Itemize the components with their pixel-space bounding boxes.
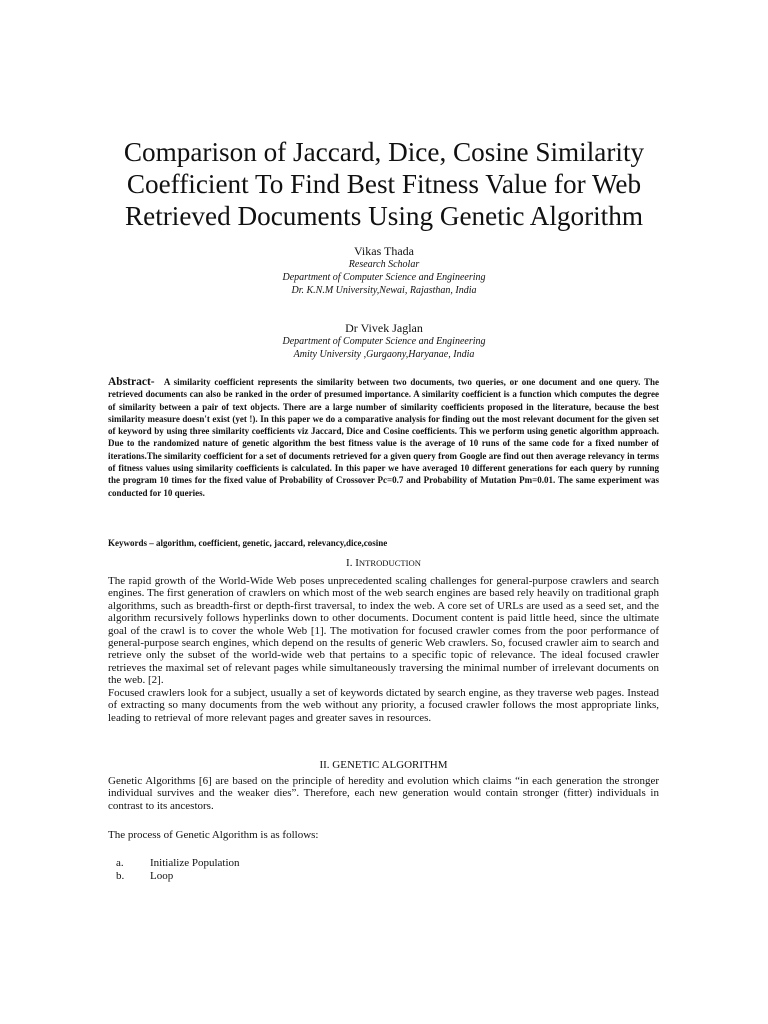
author-affiliation-line: Department of Computer Science and Engineering [282,336,486,347]
author-affiliation-line: Amity University ,Gurgaony,Haryanae, India [293,349,475,360]
section-title-initial: I [355,557,359,569]
author-affiliation-line: Department of Computer Science and Engineering [282,272,486,283]
author-affiliation-line: Research Scholar [348,259,420,270]
section-heading-genetic-algorithm: II. GENETIC ALGORITHM [319,759,448,771]
author-block-1 [184,244,584,297]
author-name: Vikas Thada [353,244,415,258]
list-marker: a. [116,857,124,869]
abstract-text: A similarity coefficient represents the similarity between two documents, two queries, or one document and one query. The retrieved documents can also be ranked in the order of presumed importance. A similarity coefficient is a function which computes the degree of similarity between a pair of text objects. There are a large number of similarity coefficients proposed in the literature, because the best similarity measure doesn't exist (yet !). In this paper we do a comparative analysis for finding out the most relevant document for the given set of keyword by using three similarity coefficients viz Jaccard, Dice and Cosine coefficients. This we perform using genetic algorithm approach. Due to the randomized nature of genetic algorithm the best fitness value is the average of 10 runs of the same code for a fixed number of iterations.The similarity coefficient for a set of documents retrieved for a given query from Google are find out then average relevancy in terms of fitness values using similarity coefficients is calculated. In this paper we have averaged 10 different generations for each query by running the program 10 times for the fixed value of Probability of Crossover Pc=0.7 and Probability of Mutation Pm=0.01. The same experiment was conducted for 10 queries. [108,377,659,498]
author-name: Dr Vivek Jaglan [345,321,423,335]
list-item [116,870,240,883]
list-text: Initialize Population [150,857,240,869]
section-heading-introduction [108,557,659,570]
introduction-paragraph-1: The rapid growth of the World-Wide Web poses unprecedented scaling challenges for general-purpose crawlers and search engines. The first generation of crawlers on which most of the web search engines are based rely heavily on traditional graph algorithms, such as breadth-first or depth-first traversal, to index the web. A core set of URLs are used as a seed set, and the algorithm recursively follows hyperlinks down to other documents. Document content is paid little heed, since the ultimate goal of the crawl is to cover the whole Web [1]. The motivation for focused crawler comes from the poor performance of general-purpose search engines, which depend on the results of generic Web crawlers. So, focused crawler aim to search and retrieve only the subset of the world-wide web that pertains to a specific topic of relevance. The ideal focused crawler retrieves the maximal set of relevant pages while simultaneously traversing the minimal number of irrelevant documents on the web. [2]. [108,575,659,687]
paper-title [80,136,688,232]
abstract-label: Abstract- [108,376,155,388]
genetic-algorithm-paragraph-2: The process of Genetic Algorithm is as follows: [108,829,319,841]
list-marker: b. [116,870,125,882]
genetic-algorithm-steps [116,857,240,883]
author-affiliation-line: Dr. K.N.M University,Newai, Rajasthan, India [291,285,477,296]
keywords: Keywords – algorithm, coefficient, genetic, jaccard, relevancy,dice,cosine [108,538,388,548]
author-block-2 [184,321,584,361]
title-line-2: Coefficient To Find Best Fitness Value for Web [126,169,642,199]
section-title-rest: NTRODUCTION [358,558,421,568]
list-text: Loop [150,870,174,882]
introduction-paragraph-2: Focused crawlers look for a subject, usually a set of keywords dictated by search engine, as they traverse web pages. Instead of extracting so many documents from the web without any priority, a focused crawler follows the most appropriate links, leading to retrieval of more relevant pages and greater saves in resources. [108,687,659,724]
genetic-algorithm-paragraph-1: Genetic Algorithms [6] are based on the principle of heredity and evolution which claims “in each generation the stronger individual survives and the weaker dies”. Therefore, each new generation would contain stronger (fitter) individuals in contrast to its ancestors. [108,775,659,812]
list-item [116,857,240,870]
abstract [108,376,659,499]
title-line-3: Retrieved Documents Using Genetic Algorithm [125,201,643,231]
section-numeral: I. [346,557,356,569]
title-line-1: Comparison of Jaccard, Dice, Cosine Similarity [123,137,645,167]
